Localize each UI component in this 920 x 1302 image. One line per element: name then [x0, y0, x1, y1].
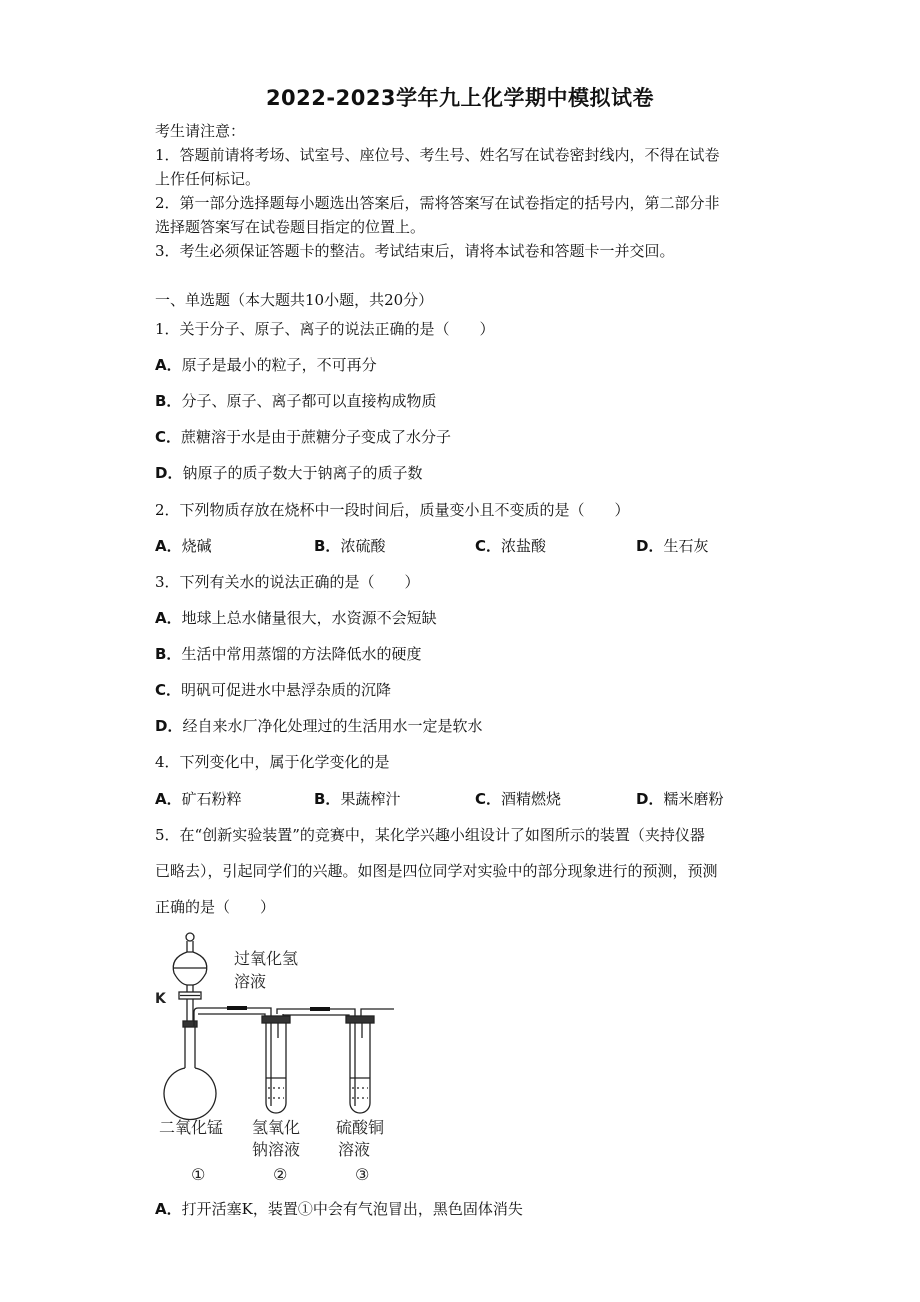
- q4-option-c: [475, 789, 561, 809]
- option-label: A．: [155, 790, 182, 808]
- q3-option-b: [155, 644, 421, 664]
- option-label: A．: [155, 537, 182, 555]
- option-text: 分子、原子、离子都可以直接构成物质: [181, 392, 437, 410]
- test-tube-3: [346, 1016, 374, 1113]
- q2-option-c: [475, 536, 546, 556]
- notice-line-3: 2．第一部分选择题每小题选出答案后，需将答案写在试卷指定的括号内，第二部分非: [155, 194, 720, 212]
- option-text: 生活中常用蒸馏的方法降低水的硬度: [181, 645, 422, 663]
- q4-stem: 4．下列变化中，属于化学变化的是: [155, 753, 390, 771]
- q2-option-d: [636, 536, 708, 556]
- option-text: 钠原子的质子数大于钠离子的质子数: [182, 464, 423, 482]
- q4-option-b: [314, 789, 400, 809]
- tube3-label-2: 溶液: [338, 1140, 371, 1159]
- q1-option-b: [155, 391, 436, 411]
- q4-option-a: [155, 789, 242, 809]
- option-text: 矿石粉粹: [181, 790, 242, 808]
- q1-stem: 1．关于分子、原子、离子的说法正确的是（ ）: [155, 320, 495, 338]
- q2-stem: 2．下列物质存放在烧杯中一段时间后，质量变小且不变质的是（ ）: [155, 501, 630, 519]
- funnel-label-1: 过氧化氢: [234, 949, 299, 968]
- notice-heading: 考生请注意：: [155, 122, 246, 140]
- notice-line-1: 1．答题前请将考场、试室号、座位号、考生号、姓名写在试卷密封线内，不得在试卷: [155, 146, 720, 164]
- valve-k-label: K: [155, 991, 166, 1007]
- test-tube-2: [262, 1016, 290, 1113]
- apparatus-diagram: [150, 928, 420, 1190]
- option-label: C．: [475, 537, 502, 555]
- q2-option-a: [155, 536, 212, 556]
- option-text: 原子是最小的粒子，不可再分: [181, 356, 377, 374]
- q5-stem-line-2: 已略去），引起同学们的兴趣。如图是四位同学对实验中的部分现象进行的预测，预测: [155, 862, 718, 880]
- option-label: D．: [636, 790, 664, 808]
- option-text: 烧碱: [181, 537, 212, 555]
- option-label: D．: [155, 717, 183, 735]
- option-label: D．: [636, 537, 664, 555]
- option-text: 果蔬榨汁: [340, 790, 401, 808]
- option-text: 蔗糖溶于水是由于蔗糖分子变成了水分子: [181, 428, 452, 446]
- option-label: C．: [155, 681, 182, 699]
- number-3: ③: [355, 1165, 370, 1184]
- q5-stem-line-3: 正确的是（ ）: [155, 898, 276, 916]
- q2-option-b: [314, 536, 385, 556]
- option-label: A．: [155, 609, 182, 627]
- flask-label: 二氧化锰: [159, 1118, 224, 1137]
- option-label: B．: [314, 537, 341, 555]
- number-2: ②: [273, 1165, 288, 1184]
- number-1: ①: [191, 1165, 206, 1184]
- q1-option-a: [155, 355, 377, 375]
- option-text: 浓硫酸: [340, 537, 386, 555]
- option-text: 糯米磨粉: [663, 790, 724, 808]
- option-text: 浓盐酸: [501, 537, 547, 555]
- option-text: 生石灰: [663, 537, 709, 555]
- option-label: A．: [155, 1200, 182, 1218]
- option-label: A．: [155, 356, 182, 374]
- q3-stem: 3．下列有关水的说法正确的是（ ）: [155, 573, 420, 591]
- q3-option-c: [155, 680, 391, 700]
- q1-option-d: [155, 463, 422, 483]
- tube2-label-2: 钠溶液: [252, 1140, 301, 1159]
- page-title: 2022-2023学年九上化学期中模拟试卷: [265, 86, 655, 110]
- separatory-funnel: [173, 933, 207, 1023]
- option-label: B．: [314, 790, 341, 808]
- notice-line-2: 上作任何标记。: [155, 170, 261, 188]
- option-text: 明矾可促进水中悬浮杂质的沉降: [181, 681, 392, 699]
- q5-option-a: [155, 1199, 523, 1219]
- option-text: 打开活塞K，装置①中会有气泡冒出，黑色固体消失: [181, 1200, 523, 1218]
- funnel-label-2: 溶液: [234, 972, 267, 991]
- option-text: 酒精燃烧: [501, 790, 562, 808]
- tube2-label-1: 氢氧化: [252, 1118, 301, 1137]
- q5-stem-line-1: 5．在“创新实验装置”的竞赛中，某化学兴趣小组设计了如图所示的装置（夹持仪器: [155, 826, 705, 844]
- round-flask: [164, 1021, 216, 1120]
- q3-option-a: [155, 608, 437, 628]
- section-heading: 一、单选题（本大题共10小题，共20分）: [155, 291, 434, 309]
- option-text: 地球上总水储量很大，水资源不会短缺: [181, 609, 437, 627]
- option-label: B．: [155, 392, 182, 410]
- q1-option-c: [155, 427, 451, 447]
- q3-option-d: [155, 716, 482, 736]
- notice-line-5: 3．考生必须保证答题卡的整洁。考试结束后，请将本试卷和答题卡一并交回。: [155, 242, 675, 260]
- option-text: 经自来水厂净化处理过的生活用水一定是软水: [182, 717, 483, 735]
- option-label: D．: [155, 464, 183, 482]
- q4-option-d: [636, 789, 723, 809]
- tube3-label-1: 硫酸铜: [336, 1118, 385, 1137]
- option-label: C．: [475, 790, 502, 808]
- option-label: B．: [155, 645, 182, 663]
- notice-line-4: 选择题答案写在试卷题目指定的位置上。: [155, 218, 426, 236]
- option-label: C．: [155, 428, 182, 446]
